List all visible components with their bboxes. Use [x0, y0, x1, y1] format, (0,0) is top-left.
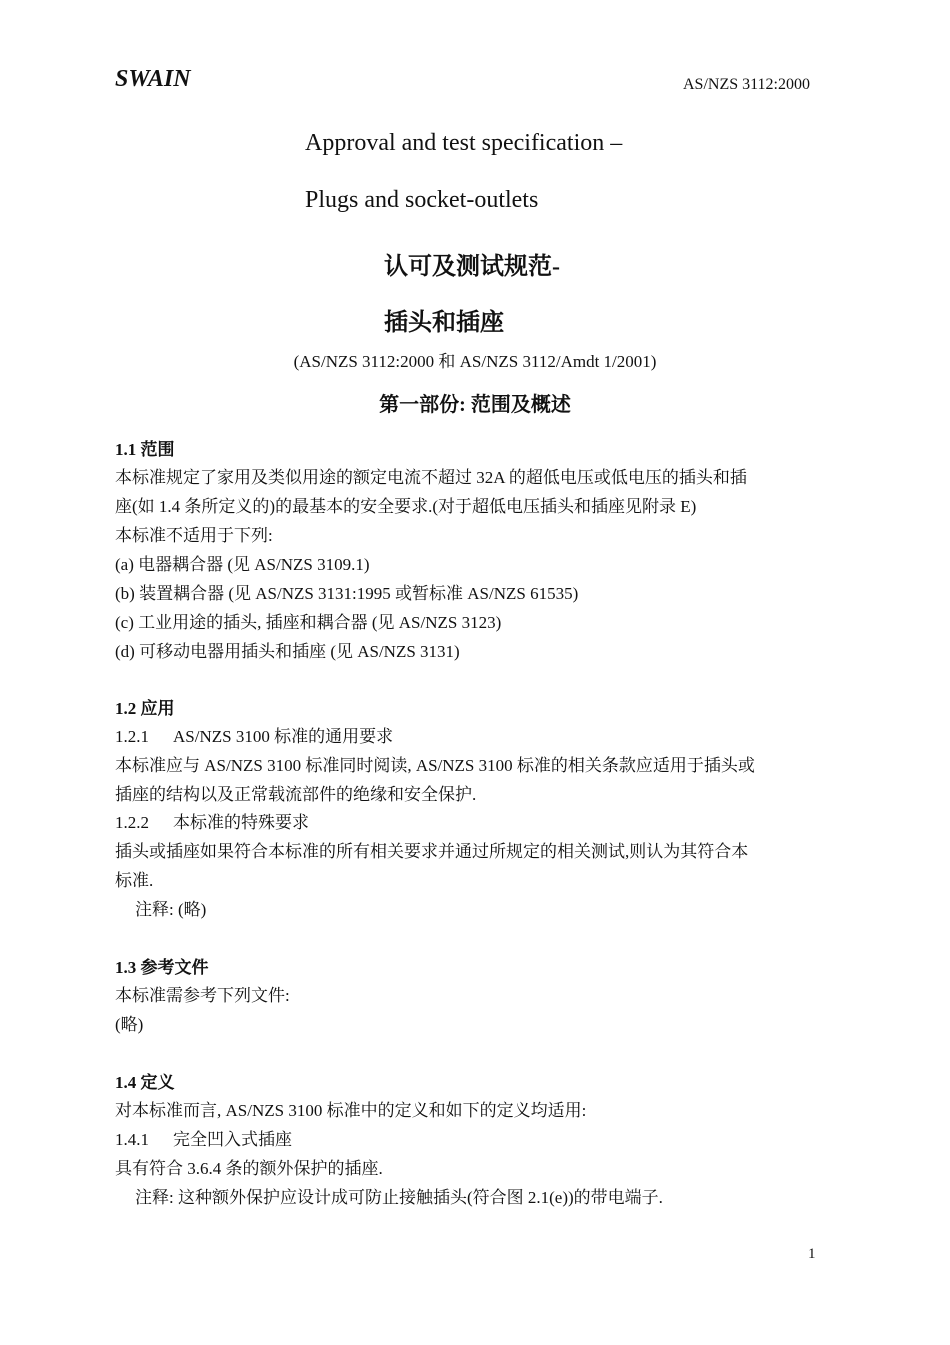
paragraph-line: 标准. — [115, 871, 154, 890]
title-cn-line2: 插头和插座 — [384, 310, 504, 336]
note: 注释: 这种额外保护应设计成可防止接触插头(符合图 2.1(e))的带电端子. — [135, 1188, 663, 1207]
list-item: (a) 电器耦合器 (见 AS/NZS 3109.1) — [115, 555, 370, 574]
list-item: (d) 可移动电器用插头和插座 (见 AS/NZS 3131) — [115, 642, 460, 661]
paragraph-line: 对本标准而言, AS/NZS 3100 标准中的定义和如下的定义均适用: — [115, 1101, 587, 1120]
note: 注释: (略) — [135, 900, 207, 919]
subsection-heading — [115, 722, 393, 747]
paragraph-line: 本标准应与 AS/NZS 3100 标准同时阅读, AS/NZS 3100 标准的相关条款应适用于插头或 — [115, 756, 755, 775]
page-number: 1 — [808, 1246, 816, 1262]
section-heading: 1.1 范围 — [115, 440, 175, 459]
subsection-title: 完全凹入式插座 — [173, 1130, 292, 1149]
title-subtitle: (AS/NZS 3112:2000 和 AS/NZS 3112/Amdt 1/2001) — [293, 352, 657, 371]
part-heading: 第一部份: 范围及概述 — [379, 394, 571, 416]
subsection-number: 1.2.1 — [115, 727, 149, 746]
paragraph-line: 座(如 1.4 条所定义的)的最基本的安全要求.(对于超低电压插头和插座见附录 E) — [115, 497, 697, 516]
paragraph-line: 本标准不适用于下列: — [115, 526, 273, 545]
section-heading: 1.3 参考文件 — [115, 958, 209, 977]
standard-number: AS/NZS 3112:2000 — [683, 76, 810, 93]
subsection-heading — [115, 808, 309, 833]
subsection-number: 1.2.2 — [115, 813, 149, 832]
section-heading: 1.4 定义 — [115, 1073, 175, 1092]
title-en-line1: Approval and test specification – — [305, 130, 623, 156]
paragraph-line: 具有符合 3.6.4 条的额外保护的插座. — [115, 1159, 383, 1178]
list-item: (c) 工业用途的插头, 插座和耦合器 (见 AS/NZS 3123) — [115, 613, 502, 632]
subsection-title: 本标准的特殊要求 — [173, 813, 309, 832]
subsection-heading — [115, 1125, 292, 1150]
paragraph-line: 本标准规定了家用及类似用途的额定电流不超过 32A 的超低电压或低电压的插头和插 — [115, 468, 747, 487]
title-en-line2: Plugs and socket-outlets — [305, 187, 539, 213]
paragraph-line: (略) — [115, 1015, 144, 1034]
brand-name: SWAIN — [115, 66, 191, 92]
paragraph-line: 本标准需参考下列文件: — [115, 986, 290, 1005]
list-item: (b) 装置耦合器 (见 AS/NZS 3131:1995 或暂标准 AS/NZS 61535) — [115, 584, 579, 603]
subsection-title: AS/NZS 3100 标准的通用要求 — [173, 727, 394, 746]
subsection-number: 1.4.1 — [115, 1130, 149, 1149]
section-heading: 1.2 应用 — [115, 699, 175, 718]
title-cn-line1: 认可及测试规范- — [384, 254, 560, 280]
paragraph-line: 插头或插座如果符合本标准的所有相关要求并通过所规定的相关测试,则认为其符合本 — [115, 842, 749, 861]
paragraph-line: 插座的结构以及正常载流部件的绝缘和安全保护. — [115, 785, 477, 804]
